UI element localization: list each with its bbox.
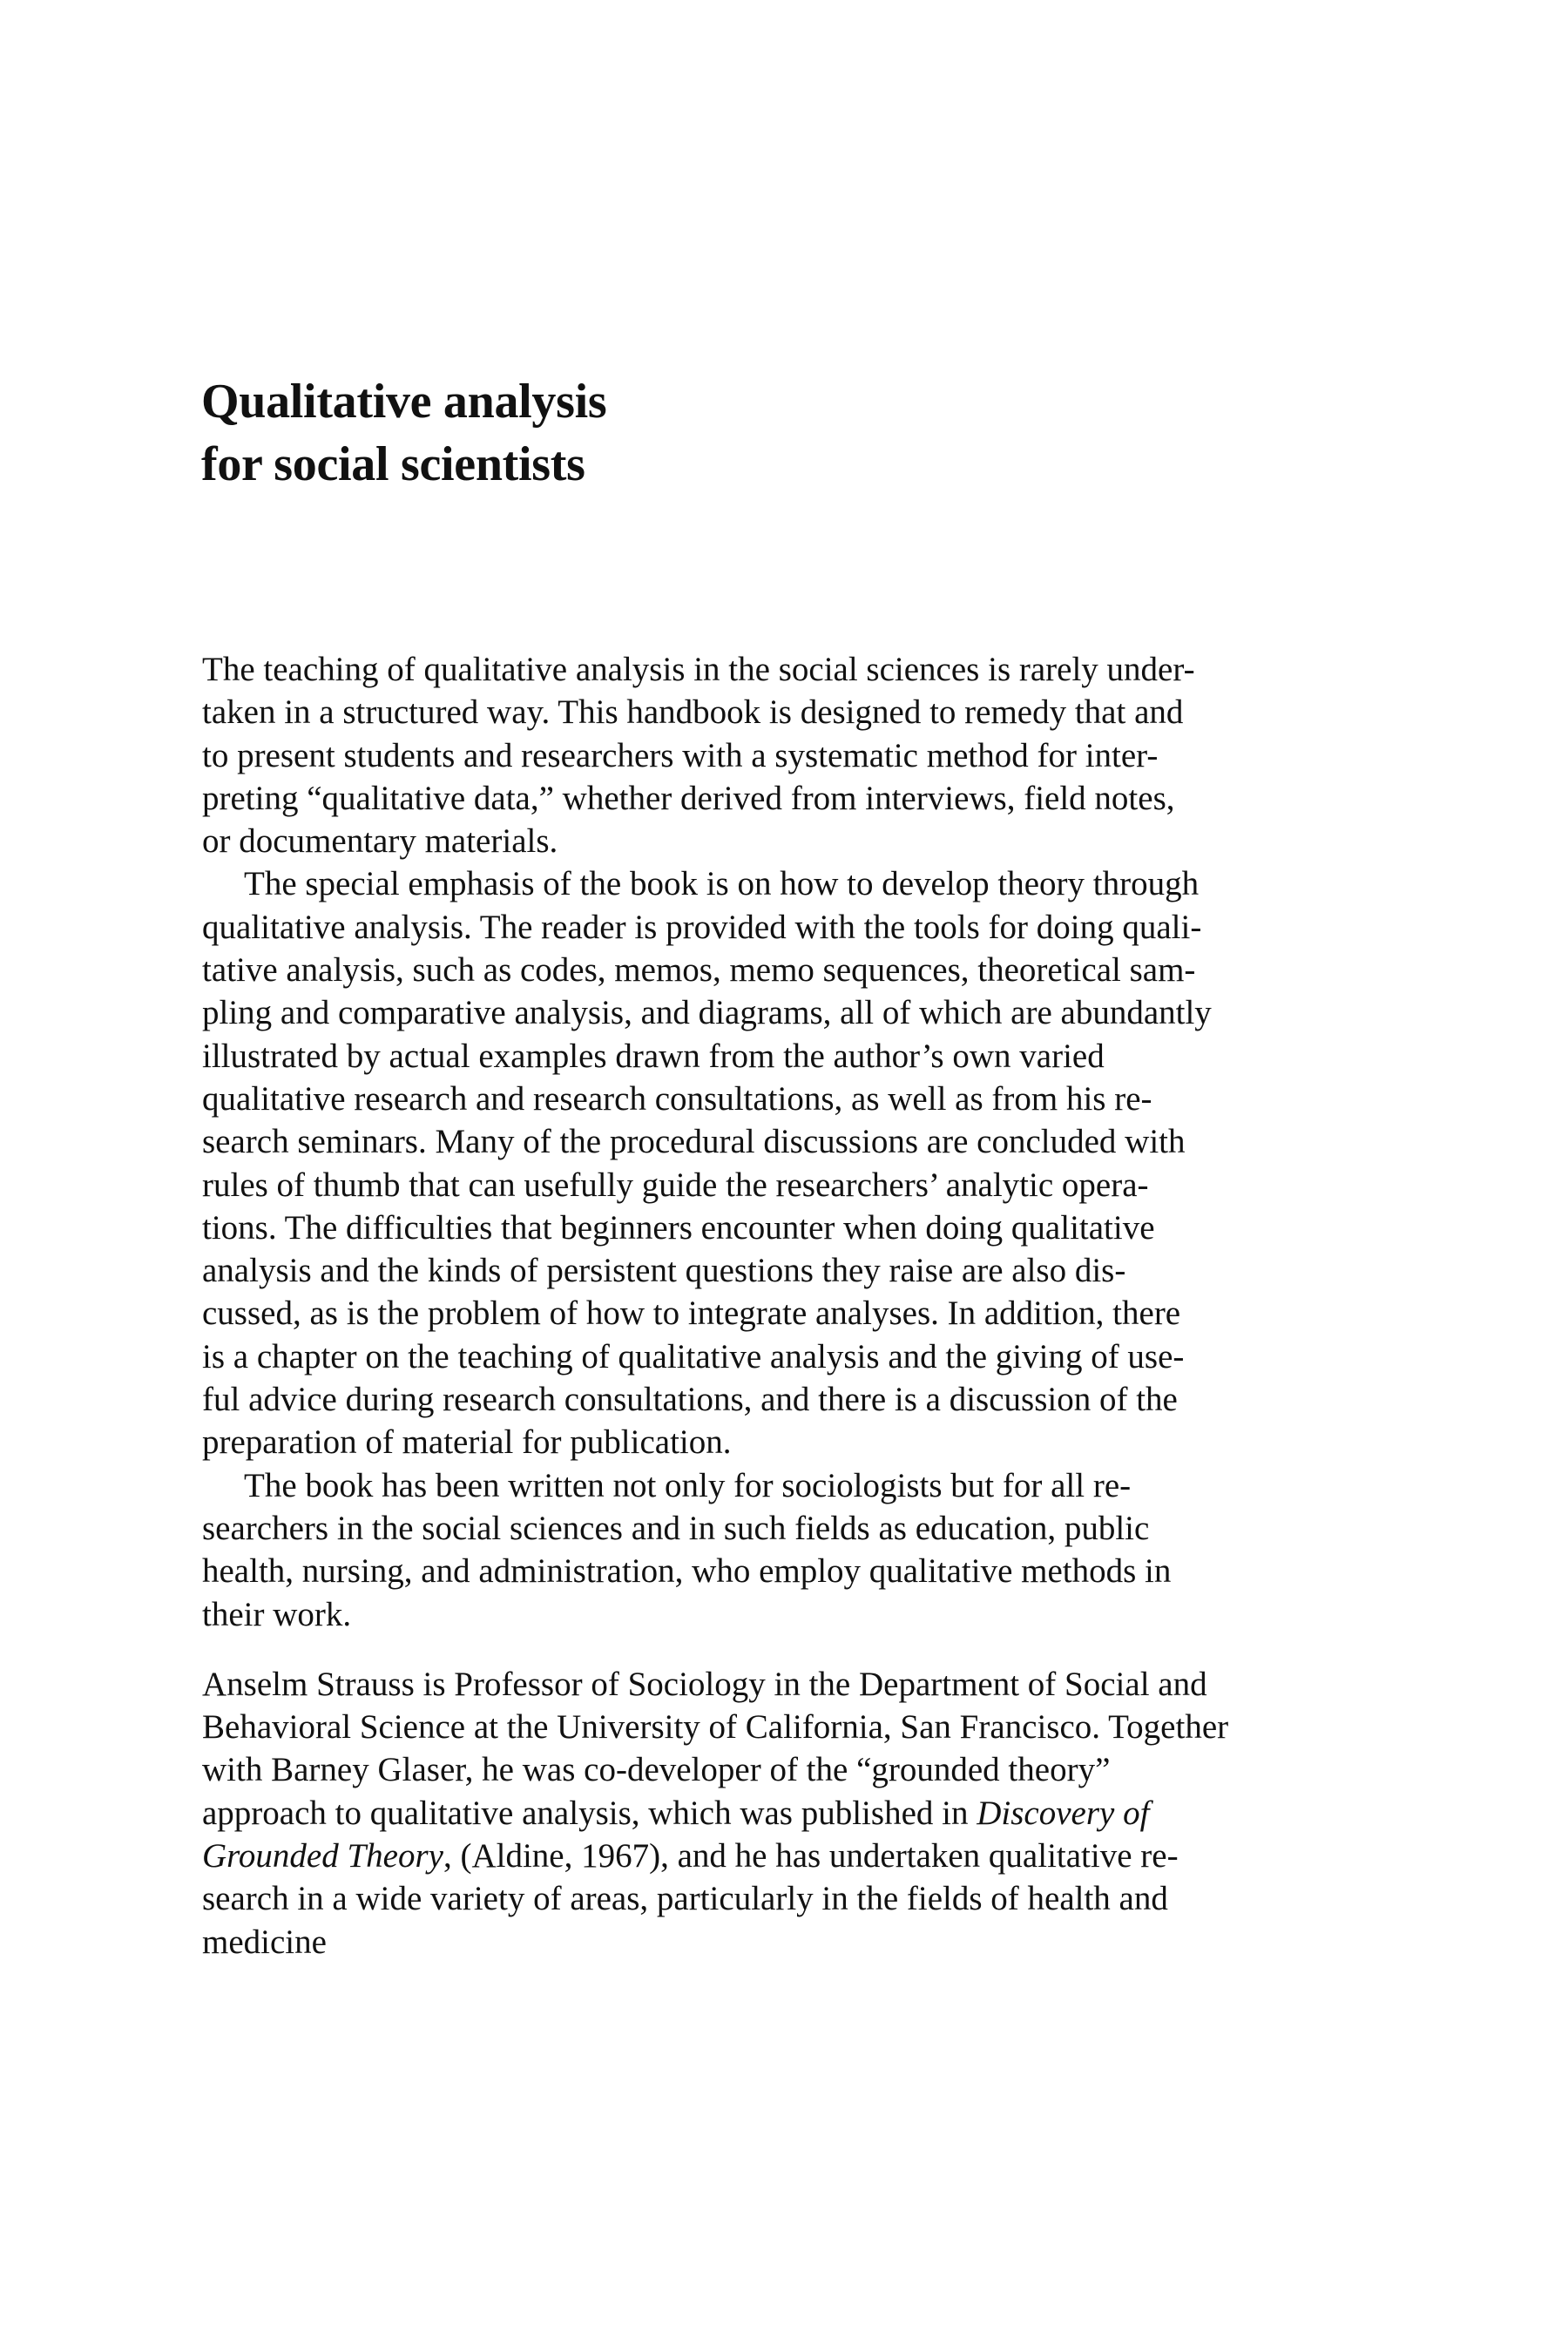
text-line bbox=[202, 1748, 1374, 1791]
text-line bbox=[202, 949, 1374, 991]
text-line bbox=[202, 1921, 1374, 1963]
text-segment: or documentary materials. bbox=[202, 822, 558, 861]
text-segment: search in a wide variety of areas, particularly in the fields of health and bbox=[202, 1880, 1168, 1918]
description-paragraph bbox=[202, 1464, 1374, 1636]
text-segment: Anselm Strauss is Professor of Sociology in the Department of Social and bbox=[202, 1665, 1207, 1703]
text-line bbox=[202, 1035, 1374, 1078]
text-segment: The special emphasis of the book is on how to develop theory through bbox=[244, 865, 1200, 903]
text-line bbox=[202, 1550, 1374, 1592]
text-segment: The book has been written not only for sociologists but for all re- bbox=[244, 1466, 1132, 1504]
text-line bbox=[202, 1792, 1374, 1835]
text-segment: to present students and researchers with a systematic method for inter- bbox=[202, 736, 1159, 774]
text-segment: search seminars. Many of the procedural discussions are concluded with bbox=[202, 1123, 1186, 1161]
text-segment: tative analysis, such as codes, memos, memo sequences, theoretical sam- bbox=[202, 951, 1196, 990]
text-segment: tions. The difficulties that beginners encounter when doing qualitative bbox=[202, 1208, 1155, 1247]
text-segment: Behavioral Science at the University of California, San Francisco. Together bbox=[202, 1708, 1229, 1747]
text-line bbox=[202, 820, 1374, 862]
text-line bbox=[202, 648, 1374, 691]
text-line bbox=[202, 862, 1374, 905]
text-line bbox=[202, 1421, 1374, 1463]
text-segment: searchers in the social sciences and in such fields as education, public bbox=[202, 1509, 1150, 1547]
text-segment: taken in a structured way. This handbook is designed to remedy that and bbox=[202, 693, 1184, 732]
italic-book-title: Discovery of bbox=[977, 1794, 1150, 1832]
text-line bbox=[202, 1378, 1374, 1421]
text-segment: ful advice during research consultations, and there is a discussion of the bbox=[202, 1381, 1178, 1419]
text-line bbox=[202, 1464, 1374, 1507]
text-segment: is a chapter on the teaching of qualitative analysis and the giving of use- bbox=[202, 1337, 1185, 1375]
text-line bbox=[202, 691, 1374, 733]
text-line bbox=[202, 1593, 1374, 1636]
text-segment: cussed, as is the problem of how to integrate analyses. In addition, there bbox=[202, 1294, 1181, 1333]
text-segment: preting “qualitative data,” whether derived from interviews, field notes, bbox=[202, 779, 1175, 817]
text-line bbox=[202, 1663, 1374, 1706]
text-segment: with Barney Glaser, he was co-developer of the “grounded theory” bbox=[202, 1751, 1111, 1789]
text-segment: their work. bbox=[202, 1595, 352, 1633]
text-segment: health, nursing, and administration, who employ qualitative methods in bbox=[202, 1552, 1172, 1591]
text-line bbox=[202, 991, 1374, 1034]
text-line bbox=[202, 1292, 1374, 1335]
text-line bbox=[202, 1164, 1374, 1206]
text-line bbox=[202, 1706, 1374, 1748]
text-segment: The teaching of qualitative analysis in the social sciences is rarely under- bbox=[202, 651, 1195, 688]
description-paragraph bbox=[202, 862, 1374, 1463]
text-line bbox=[202, 1120, 1374, 1163]
book-title bbox=[201, 370, 606, 496]
book-title-line-1: Qualitative analysis bbox=[201, 375, 607, 429]
text-line bbox=[202, 777, 1374, 820]
text-segment: qualitative research and research consultations, as well as from his re- bbox=[202, 1079, 1152, 1118]
text-segment: medicine bbox=[202, 1923, 327, 1961]
text-line bbox=[202, 734, 1374, 777]
text-segment: preparation of material for publication. bbox=[202, 1423, 732, 1462]
book-description bbox=[202, 648, 1374, 1963]
text-line bbox=[202, 1835, 1374, 1877]
text-segment: illustrated by actual examples drawn from the author’s own varied bbox=[202, 1037, 1105, 1075]
text-line bbox=[202, 1206, 1374, 1249]
text-segment: , (Aldine, 1967), and he has undertaken qualitative re- bbox=[443, 1837, 1179, 1876]
text-line bbox=[202, 1877, 1374, 1920]
text-line bbox=[202, 1335, 1374, 1378]
text-segment: rules of thumb that can usefully guide the researchers’ analytic opera- bbox=[202, 1166, 1149, 1204]
text-segment: analysis and the kinds of persistent questions they raise are also dis- bbox=[202, 1252, 1126, 1290]
text-segment: qualitative analysis. The reader is provided with the tools for doing quali- bbox=[202, 908, 1202, 946]
text-segment: pling and comparative analysis, and diagrams, all of which are abundantly bbox=[202, 994, 1212, 1032]
italic-book-title: Grounded Theory bbox=[202, 1837, 443, 1876]
description-paragraph bbox=[202, 648, 1374, 862]
text-line bbox=[202, 906, 1374, 949]
text-segment: approach to qualitative analysis, which was published in bbox=[202, 1794, 977, 1832]
book-title-line-2: for social scientists bbox=[201, 437, 585, 491]
text-line bbox=[202, 1507, 1374, 1550]
author-bio-paragraph bbox=[202, 1663, 1374, 1963]
text-line bbox=[202, 1249, 1374, 1292]
text-line bbox=[202, 1078, 1374, 1120]
